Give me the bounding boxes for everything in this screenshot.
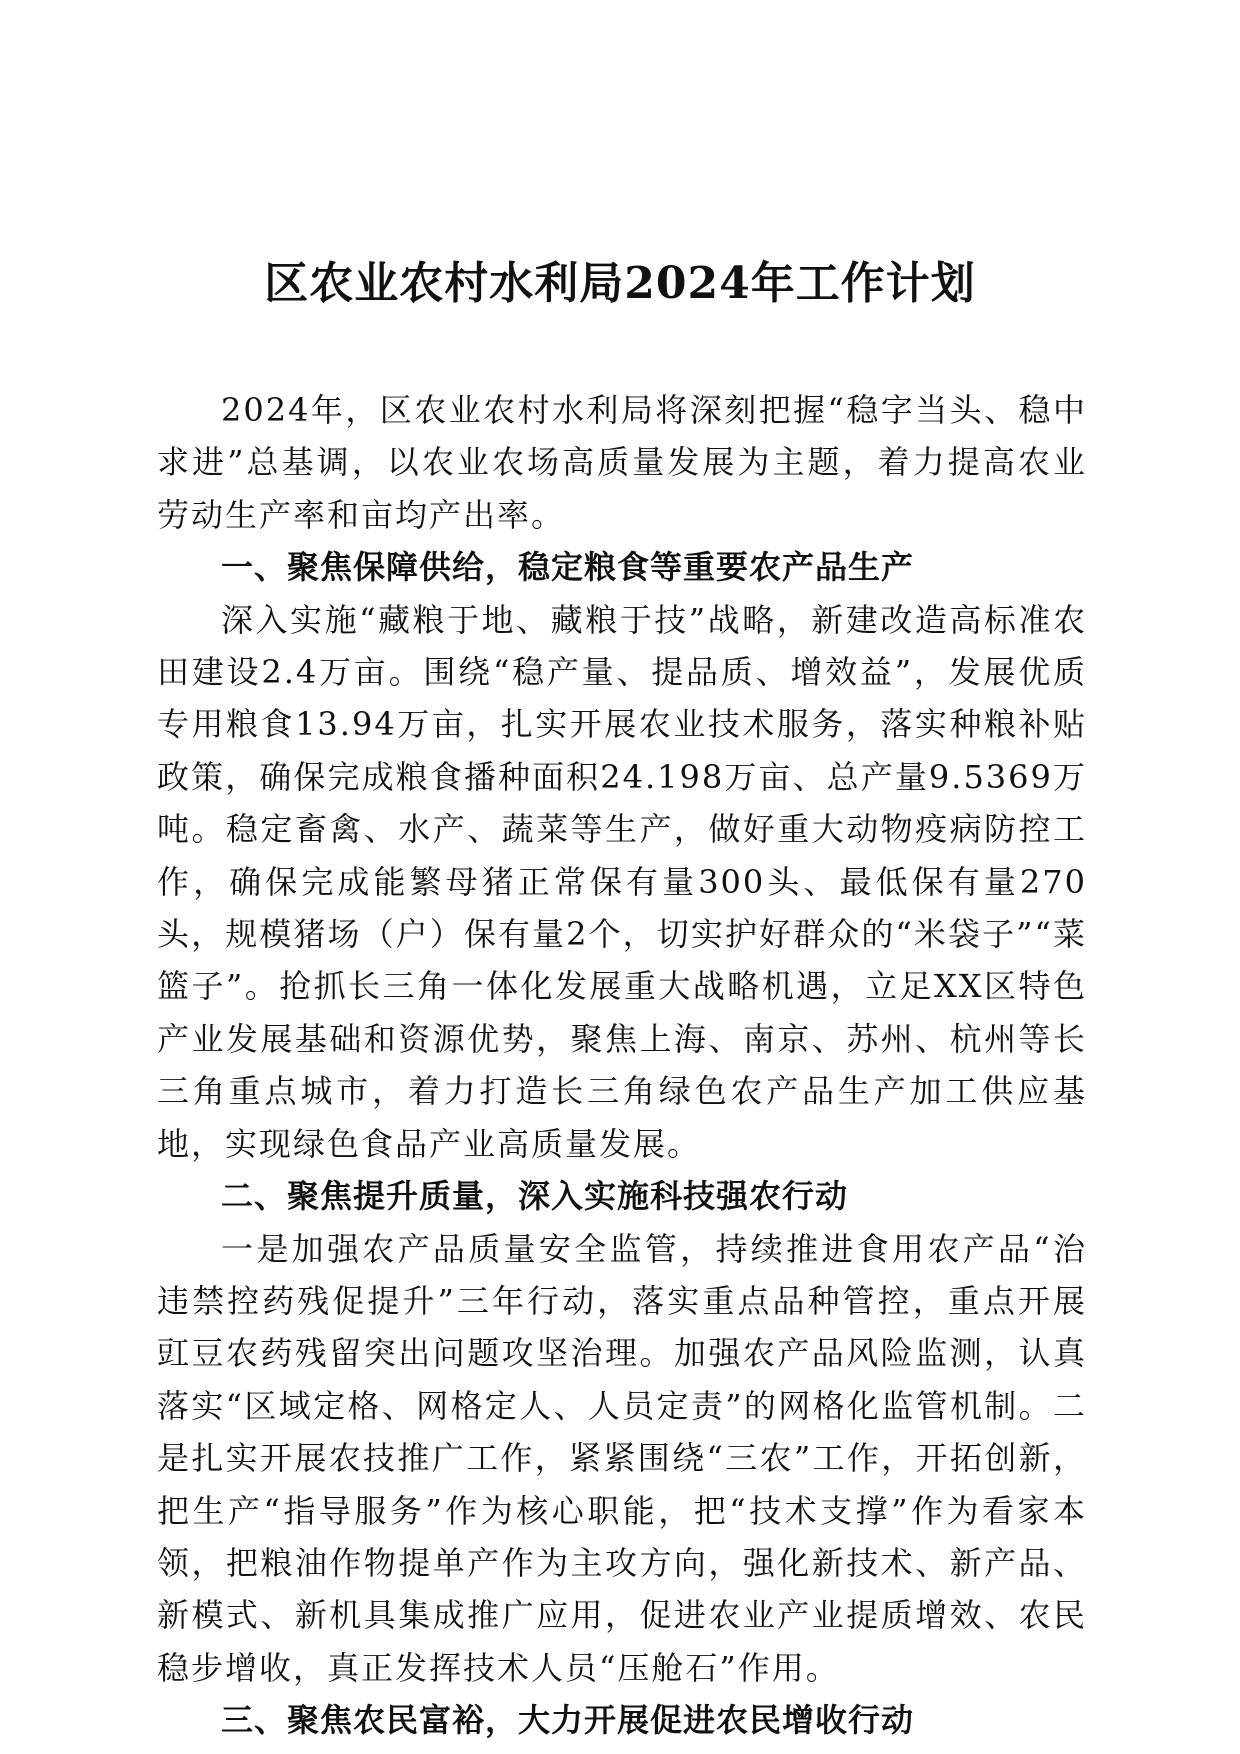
section-heading-3: 三、聚焦农民富裕，大力开展促进农民增收行动 — [221, 1701, 915, 1740]
section-1-paragraph: 深入实施“藏粮于地、藏粮于技”战略，新建改造高标准农田建设2.4万亩。围绕“稳产量、提品质、增效益”，发展优质专用粮食13.94万亩，扎实开展农业技术服务，落实种粮补贴政策，确保完成粮食播种面积24.198万亩、总产量9.5369万吨。稳定畜禽、水产、蔬菜等生产，做好重大动物疫病防控工作，确保完成能繁母猪正常保有量300头、最低保有量270头，规模猪场（户）保有量2个，切实护好群众的“米袋子”“菜篮子”。抢抓长三角一体化发展重大战略机遇，立足XX区特色产业发展基础和资源优势，聚焦上海、南京、苏州、杭州等长三角重点城市，着力打造长三角绿色农产品生产加工供应基地，实现绿色食品产业高质量发展。 — [157, 600, 1087, 1163]
section-heading-1: 一、聚焦保障供给，稳定粮食等重要农产品生产 — [221, 548, 915, 587]
document-body — [157, 384, 1087, 1747]
intro-paragraph: 2024年，区农业农村水利局将深刻把握“稳字当头、稳中求进”总基调，以农业农场高质量发展为主题，着力提高农业劳动生产率和亩均产出率。 — [157, 391, 1087, 534]
section-2-paragraph: 一是加强农产品质量安全监管，持续推进食用农产品“治违禁控药残促提升”三年行动，落实重点品种管控，重点开展豇豆农药残留突出问题攻坚治理。加强农产品风险监测，认真落实“区域定格、网格定人、人员定责”的网格化监管机制。二是扎实开展农技推广工作，紧紧围绕“三农”工作，开拓创新，把生产“指导服务”作为核心职能，把“技术支撑”作为看家本领，把粮油作物提单产作为主攻方向，强化新技术、新产品、新模式、新机具集成推广应用，促进农业产业提质增效、农民稳步增收，真正发挥技术人员“压舱石”作用。 — [157, 1229, 1087, 1687]
section-heading-2: 二、聚焦提升质量，深入实施科技强农行动 — [221, 1177, 849, 1216]
document-title: 区农业农村水利局2024年工作计划 — [264, 258, 976, 309]
